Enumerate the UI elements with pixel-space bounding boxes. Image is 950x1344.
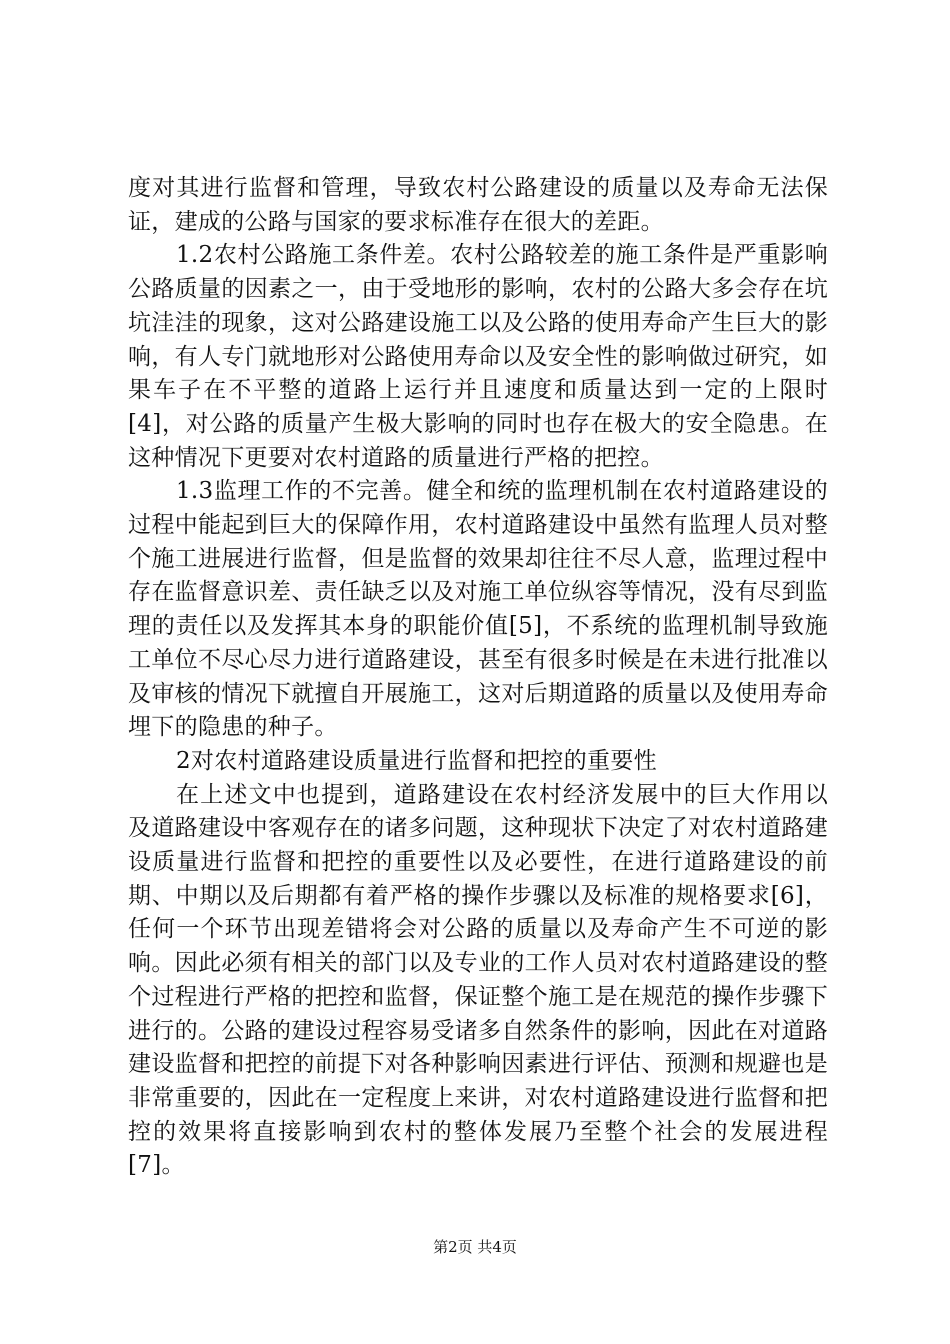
paragraph-section-1-2: 1.2农村公路施工条件差。农村公路较差的施工条件是严重影响公路质量的因素之一，由于受地形的影响，农村的公路大多会存在坑坑洼洼的现象，这对公路建设施工以及公路的使用寿命产生巨大的影响，有人专门就地形对公路使用寿命以及安全性的影响做过研究，如果车子在不平整的道路上运行并且速度和质量达到一定的上限时[4]，对公路的质量产生极大影响的同时也存在极大的安全隐患。在这种情况下更要对农村道路的质量进行严格的把控。 xyxy=(128,242,828,471)
page-number: 第2页 共4页 xyxy=(433,1238,517,1256)
paragraph-section-2: 在上述文中也提到，道路建设在农村经济发展中的巨大作用以及道路建设中客观存在的诸多问题，这种现状下决定了对农村道路建设质量进行监督和把控的重要性以及必要性，在进行道路建设的前期、中期以及后期都有着严格的操作步骤以及标准的规格要求[6]，任何一个环节出现差错将会对公路的质量以及寿命产生不可逆的影响。因此必须有相关的部门以及专业的工作人员对农村道路建设的整个过程进行严格的把控和监督，保证整个施工是在规范的操作步骤下进行的。公路的建设过程容易受诸多自然条件的影响，因此在对道路建设监督和把控的前提下对各种影响因素进行评估、预测和规避也是非常重要的，因此在一定程度上来讲，对农村道路建设进行监督和把控的效果将直接影响到农村的整体发展乃至整个社会的发展进程[7]。 xyxy=(128,781,828,1179)
document-body xyxy=(128,172,828,1183)
paragraph-section-1-3: 1.3监理工作的不完善。健全和统的监理机制在农村道路建设的过程中能起到巨大的保障作用，农村道路建设中虽然有监理人员对整个施工进展进行监督，但是监督的效果却往往不尽人意，监理过程中存在监督意识差、责任缺乏以及对施工单位纵容等情况，没有尽到监理的责任以及发挥其本身的职能价值[5]，不系统的监理机制导致施工单位不尽心尽力进行道路建设，甚至有很多时候是在未进行批准以及审核的情况下就擅自开展施工，这对后期道路的质量以及使用寿命埋下的隐患的种子。 xyxy=(128,478,828,741)
paragraph-continuation: 度对其进行监督和管理，导致农村公路建设的质量以及寿命无法保证，建成的公路与国家的要求标准存在很大的差距。 xyxy=(128,175,828,235)
section-heading-2: 2对农村道路建设质量进行监督和把控的重要性 xyxy=(176,747,657,774)
